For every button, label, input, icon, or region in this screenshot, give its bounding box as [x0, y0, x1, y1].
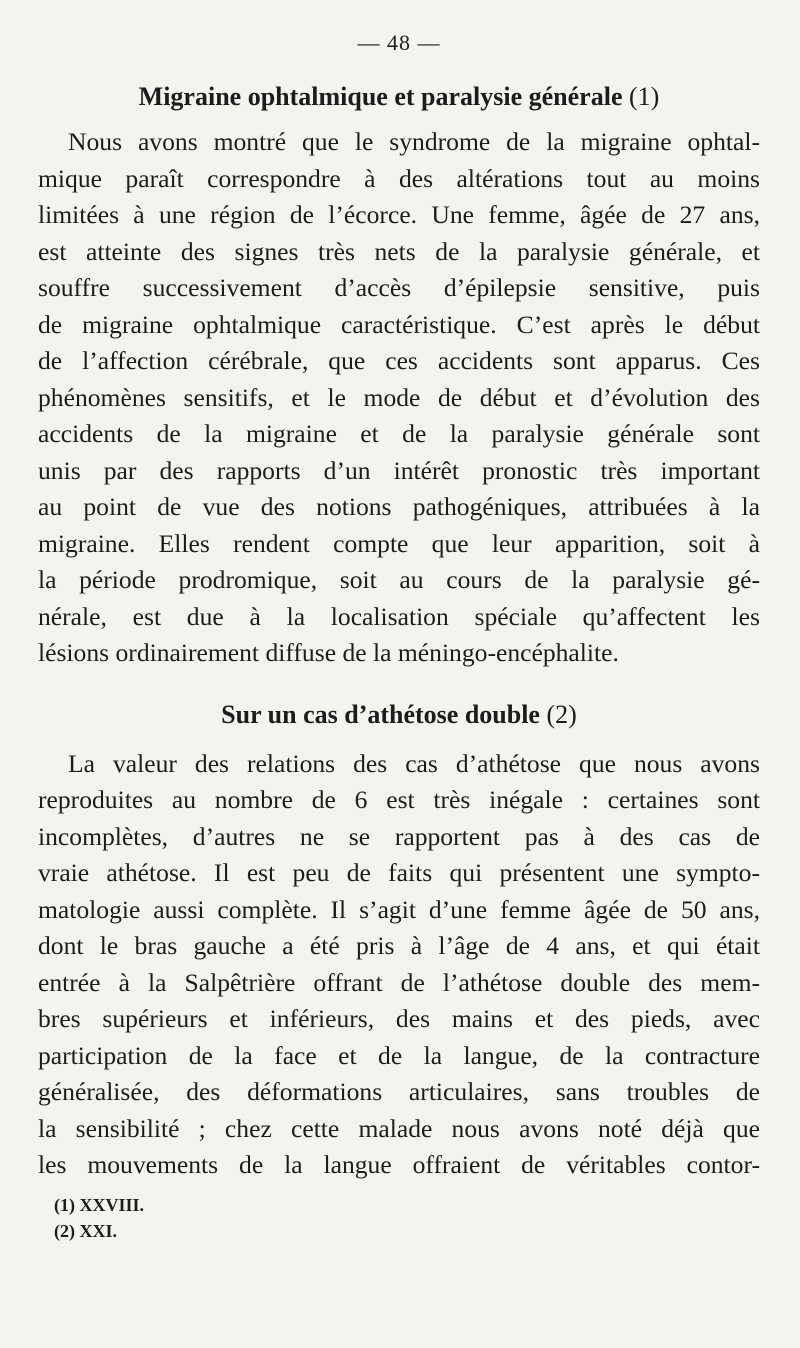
section-title-text: Sur un cas d’athétose double: [221, 699, 540, 729]
section-title-athetose: [38, 698, 760, 732]
text-line: participation de la face et de la langue, de la contracture: [38, 1040, 760, 1070]
text-line: bres supérieurs et inférieurs, des mains et des pieds, avec: [38, 1004, 760, 1033]
text-line: dont le bras gauche a été pris à l’âge de 4 ans, et qui était: [38, 931, 760, 960]
text-line: limitées à une région de l’écorce. Une femme, âgée de 27 ans,: [38, 200, 760, 229]
text-line: souffre successivement d’accès d’épilepsie sensitive, puis: [38, 273, 760, 302]
text-line: nérale, est due à la localisation spéciale qu’affectent les: [38, 601, 760, 631]
text-line: de migraine ophtalmique caractéristique. C’est après le début: [38, 309, 760, 339]
text-line: mique paraît correspondre à des altérations tout au moins: [38, 163, 760, 193]
text-line: accidents de la migraine et de la paralysie générale sont: [38, 419, 760, 448]
text-line: matologie aussi complète. Il s’agit d’une femme âgée de 50 ans,: [38, 894, 760, 924]
text-line: entrée à la Salpêtrière offrant de l’athétose double des mem-: [38, 967, 760, 997]
text-line: vraie athétose. Il est peu de faits qui présentent une sympto-: [38, 858, 760, 887]
text-line: au point de vue des notions pathogéniques, attribuées à la: [38, 492, 760, 521]
text-line: la sensibilité ; chez cette malade nous avons noté déjà que: [38, 1113, 760, 1143]
text-line: unis par des rapports d’un intérêt pronostic très important: [38, 455, 760, 485]
section-title-migraine: [38, 80, 760, 114]
footnote-ref: (1): [629, 82, 660, 111]
text-line: généralisée, des déformations articulaires, sans troubles de: [38, 1077, 760, 1106]
text-line: incomplètes, d’autres ne se rapportent pas à des cas de: [38, 821, 760, 851]
text-line: est atteinte des signes très nets de la paralysie générale, et: [38, 236, 760, 266]
text-line: reproduites au nombre de 6 est très inégale : certaines sont: [38, 785, 760, 814]
paragraph-migraine: [38, 124, 760, 672]
footnote-2: (2) XXI.: [54, 1220, 117, 1241]
text-line: la période prodromique, soit au cours de la paralysie gé-: [38, 565, 760, 594]
paragraph-athetose: [38, 746, 760, 1184]
page-number: — 48 —: [357, 30, 441, 55]
text-line: les mouvements de la langue offraient de véritables contor-: [38, 1150, 760, 1179]
text-line: La valeur des relations des cas d’athétose que nous avons: [68, 748, 760, 778]
text-line: phénomènes sensitifs, et le mode de début et d’évolution des: [38, 382, 760, 412]
text-line: de l’affection cérébrale, que ces accidents sont apparus. Ces: [38, 346, 760, 375]
footnote-ref: (2): [546, 699, 577, 729]
text-line: Nous avons montré que le syndrome de la migraine ophtal-: [68, 127, 760, 156]
footnote-1: (1) XXVIII.: [54, 1194, 144, 1215]
section-title-text: Migraine ophtalmique et paralysie générale: [138, 82, 623, 111]
text-line: lésions ordinairement diffuse de la méningo-encéphalite.: [38, 638, 619, 667]
text-line: migraine. Elles rendent compte que leur apparition, soit à: [38, 528, 760, 558]
footnotes: [38, 1192, 760, 1244]
